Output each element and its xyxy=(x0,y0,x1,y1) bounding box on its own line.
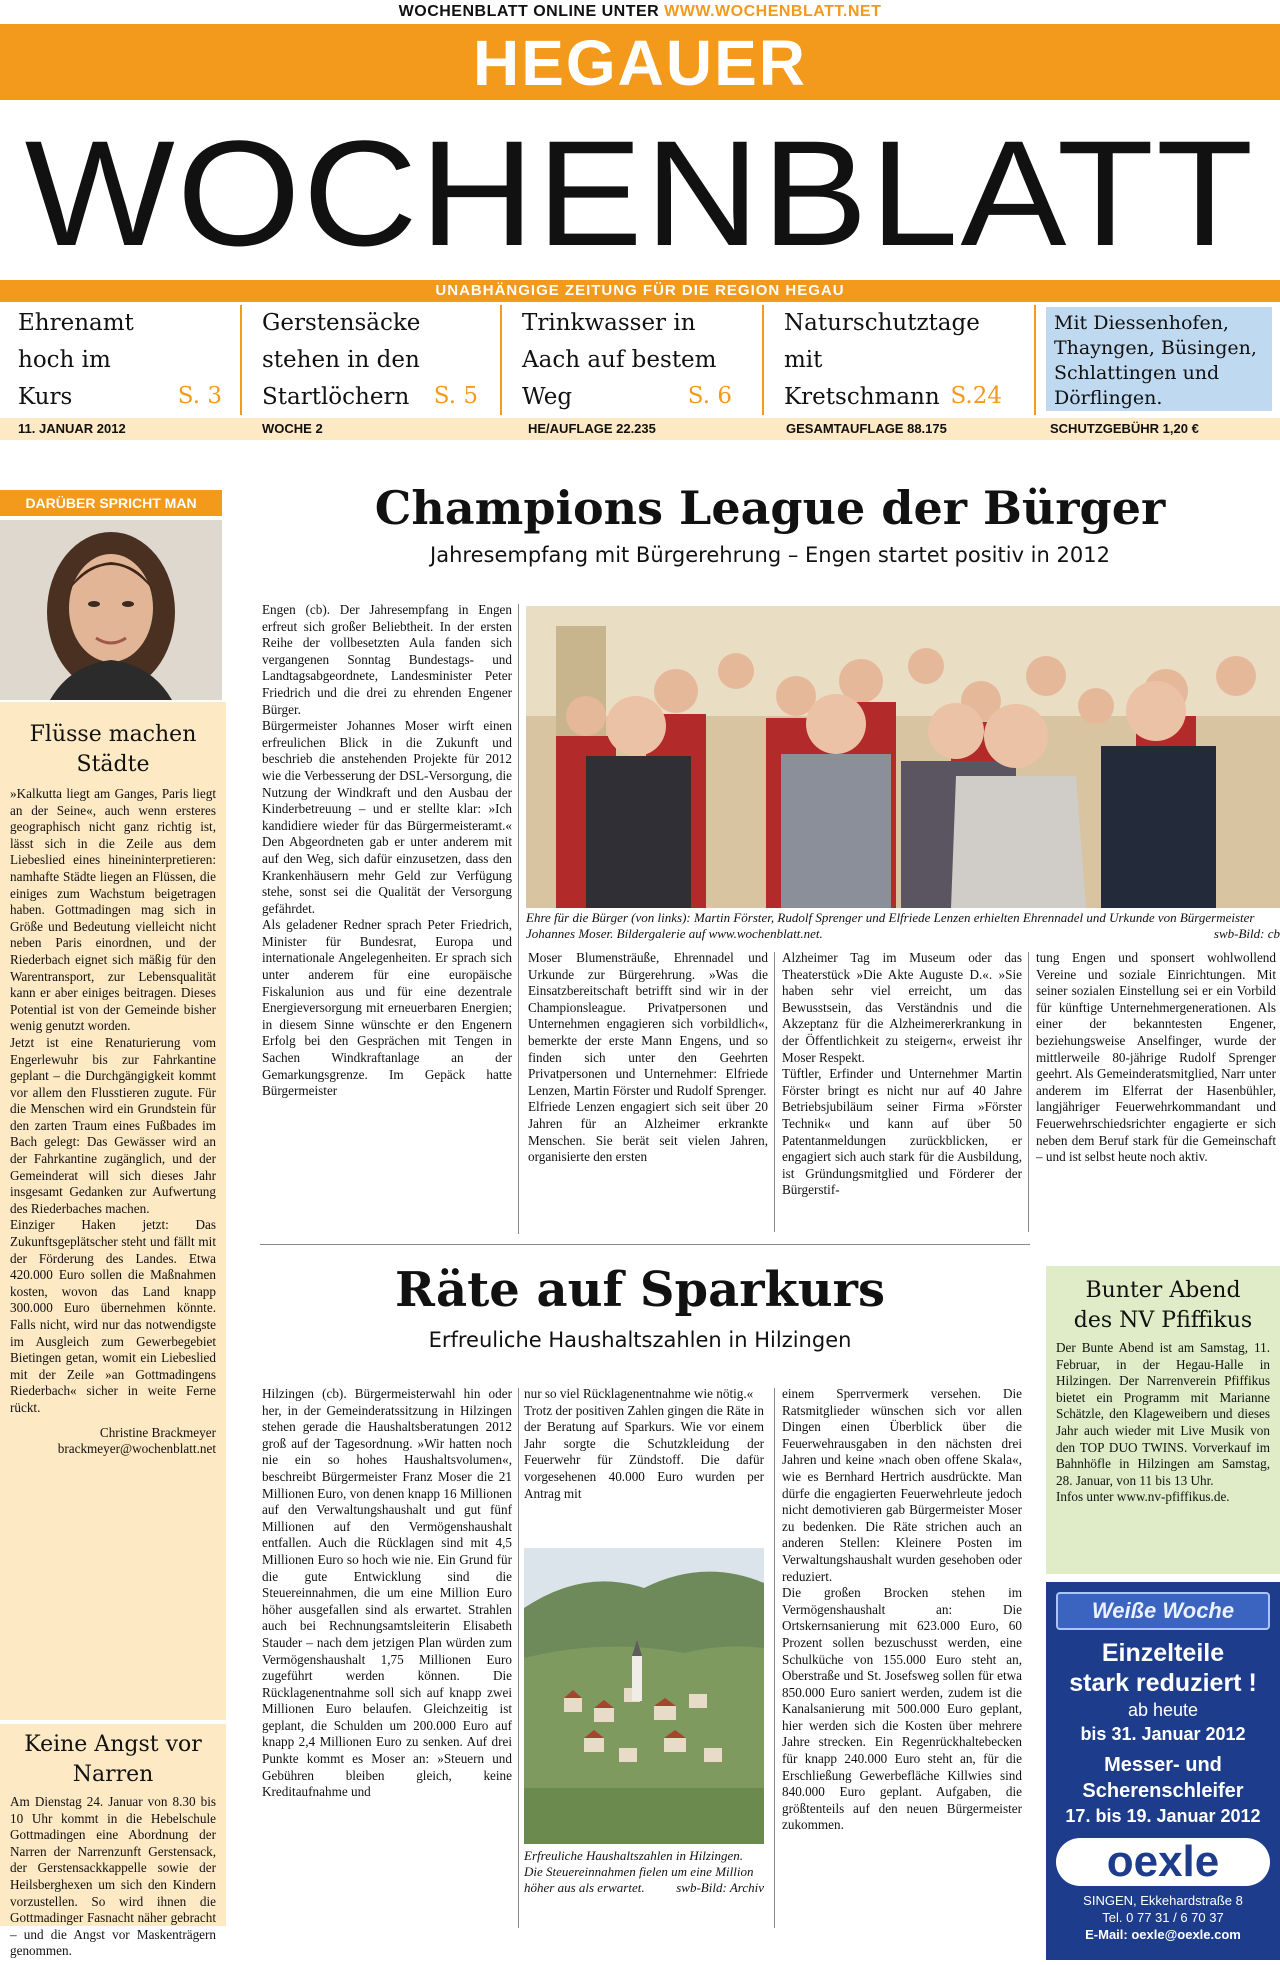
sidebar-paragraph: Jetzt ist eine Renaturierung vom Engerlewuhr bis zur Fahrkantine geplant – die Durchgängigkeit kommt vor allem den Flusstieren zugute. Für die Menschen wird ein Grundstein für den zarten Traum eines Fußbades im Bach gelegt: Das Gewässer wird an der Fahrkantine zugänglich, und der Gemeinderat will sich dieses Jahr insgesamt Gedanken zur Aufwertung des Riederbaches machen. xyxy=(10,1034,216,1216)
issue-date: 11. JANUAR 2012 xyxy=(18,421,126,436)
sidebar-box2-text: Am Dienstag 24. Januar von 8.30 bis 10 Uhr kommt in die Hebelschule Gottmadingen eine Abordnung der Narren der Narrenzunft Gerstensack, der Gerstensackkappelle sowie der Heilsberghexen um sich den Kindern vorzustellen. So wird ihnen die Gottmadinger Fasnacht näher gebracht – und die Angst vor Maskenträgern genommen. xyxy=(10,1794,216,1959)
teaser-line: Startlöchern xyxy=(262,384,410,410)
ad-address: SINGEN, Ekkehardstraße 8 xyxy=(1083,1893,1243,1908)
teaser-line: Aach auf bestem xyxy=(522,347,717,373)
teaser-line: stehen in den xyxy=(262,347,420,373)
article1-headline: Champions League der Bürger xyxy=(374,481,1166,535)
portrait-image xyxy=(0,520,222,700)
teaser-ehrenamt[interactable] xyxy=(18,305,232,415)
issue-auflage: HE/AUFLAGE 22.235 xyxy=(528,421,656,436)
teaser-gerstensaecke[interactable] xyxy=(262,305,488,415)
article2-headline: Räte auf Sparkurs xyxy=(395,1262,885,1318)
article2-col3: einem Sperrvermerk versehen. Die Ratsmitglieder wünschen sich vor allen Dingen einen Überblick über die Feuerwehrausgaben in den nächsten drei Jahren und keine »nach oben offene Skala«, wie es Bernhard Hertrich ausdrückte. Man dürfe die engagierten Feuerwehrleute jedoch nicht demotivieren gab Bürgermeister Moser zu bedenken. Die Räte strichen auch an anderen Stellen: Kleinere Posten im Verwaltungshaushalt wurden gesehoben oder reduziert. Die großen Brocken stehen im Vermögenshaushalt an: Die Ortskernsanierung mit 623.000 Euro, 60 Prozent sollen bezuschusst werden, eine Schulküche von 155.000 Euro steht an, Oberstraße und St. Josefsweg sollen für etwa 850.000 Euro saniert werden, zudem ist die Kanalsanierung mit 500.000 Euro geplant, hier werden sich die Kosten über mehrere Jahre strecken. Ein Regenrückhaltebecken für knapp 240.000 Euro steht an, für die Erschließung Gewerbefläche Killwies sind 840.000 Euro geplant. Aufgaben, die größtenteils auf den neuen Bürgermeister zukommen. xyxy=(782,1386,1022,1833)
teaser-line: mit xyxy=(784,347,823,373)
village-photo-image xyxy=(524,1548,764,1844)
masthead-hegauer: HEGAUER xyxy=(472,27,808,99)
event-box-text xyxy=(1056,1340,1270,1506)
teaser-page: S.24 xyxy=(950,383,1002,409)
article2-subhead: Erfreuliche Haushaltszahlen in Hilzingen xyxy=(428,1328,852,1352)
teaser-line: hoch im xyxy=(18,347,111,373)
ad-line: ab heute xyxy=(1127,1700,1199,1720)
ad-line: Einzelteile xyxy=(1101,1639,1225,1667)
ad-phone: Tel. 0 77 31 / 6 70 37 xyxy=(1102,1910,1224,1925)
sidebar-title-line: Flüsse machen xyxy=(29,722,197,747)
sidebar-title-line: Keine Angst vor xyxy=(24,1732,202,1757)
column-rule xyxy=(518,604,519,1234)
article2-col2: nur so viel Rücklagenentnahme wie nötig.« Trotz der positiven Zahlen gingen die Räte in der Beratung auf Sparkurs. Wie vor einem Jahr sorgte die Schutzkleidung der Feuerwehr für Zündstoff. Die dafür vorgesehenen 40.000 Euro wurden per Antrag mit xyxy=(524,1386,764,1501)
article1-subhead: Jahresempfang mit Bürgerehrung – Engen startet positiv in 2012 xyxy=(430,543,1110,567)
sidebar-title-line: Städte xyxy=(76,752,150,777)
sidebar-author: Christine Brackmeyer xyxy=(99,1424,216,1440)
issue-info-bar xyxy=(0,418,1280,440)
photo-credit: swb-Bild: Archiv xyxy=(676,1880,764,1895)
sidebar-box2-title xyxy=(0,1730,226,1790)
column-rule xyxy=(774,1388,775,1928)
teaser-line: Gerstensäcke xyxy=(262,310,421,336)
event-title-line: Bunter Abend xyxy=(1085,1278,1241,1303)
article2-col1: Hilzingen (cb). Bürgermeisterwahl hin oder her, in der Gemeinderatssitzung in Hilzingen stehen gerade die Haushaltsberatungen 2012 groß auf der Tagesordnung. »Wir hatten noch nie ein so hohes Haushaltsvolumen«, beschreibt Bürgermeister Franz Moser die 21 Millionen Euro, von denen knapp 16 Millionen auf den Verwaltungshaushalt und gut fünf Millionen auf den Vermögenshaushalt entfallen. Auch die Rücklagen sind mit 4,5 Millionen Euro so hoch wie nie. Ein Grund für die gute Entwicklung sind die Steuereinnahmen, die um eine Million Euro höher ausgefallen sind als erwartet. Strahlen auch bei Rechnungsamtsleiterin Elisabeth Stauder – nach dem jetzigen Plan würden zum Vermögenshaushalt 1,75 Millionen Euro zugeführt werden können. Die Rücklagenentnahme soll sich auf knapp zwei Millionen Euro belaufen. Gleichzeitig ist geplant, die Schulden um 200.000 Euro auf knapp 2,4 Millionen Euro zu senken. Auf drei Punkte kommt es Moser an: »Steuern und Gebühren bleiben gleich, keine Kreditaufnahme und xyxy=(262,1386,512,1800)
caption-text: Erfreuliche Haushaltszahlen in Hilzingen. Die Steuereinnahmen fielen um eine Million höher aus als erwartet. xyxy=(524,1848,754,1895)
ad-line: Scherenschleifer xyxy=(1082,1780,1244,1802)
column-rule xyxy=(774,952,775,1232)
teaser-line: Weg xyxy=(522,384,573,410)
online-url-link[interactable]: WWW.WOCHENBLATT.NET xyxy=(664,3,882,20)
article1-col2: Moser Blumensträuße, Ehrennadel und Urkunde zur Bürgerehrung. »Was die Einsatzbereitschaft betrifft sind wir in der Championsleague. Privatpersonen und Unternehmen engagieren sich vorbildlich«, bemerkte der erste Mann Engens, und so finden sich unter den Geehrten Privatpersonen und Unternehmer: Elfriede Lenzen, Martin Förster und Rudolf Sprenger. Elfriede Lenzen engagiert sich seit über 20 Jahren für an Alzheimer erkrankte Menschen. Sie berät seit vielen Jahren, organisierte den ersten xyxy=(528,950,768,1165)
photo-credit: swb-Bild: cb xyxy=(1213,926,1280,941)
article1-photo xyxy=(526,606,1280,908)
teaser-line: Kurs xyxy=(18,384,73,410)
event-title-line: des NV Pfiffikus xyxy=(1073,1308,1253,1333)
sidebar-title xyxy=(0,720,226,780)
advertisement[interactable] xyxy=(1046,1582,1280,1960)
masthead-title: WOCHENBLATT xyxy=(24,109,1256,277)
article1-col4: tung Engen und sponsert wohlwollend Vereine und soziale Einrichtungen. Mit seiner sozialen Einstellung sei er ein Vorbild für künftige Unternehmergenerationen. Als einer der bekanntesten Engener, beziehungsweise Anselfinger, wurde der mittlerweile 80-jährige Rudolf Sprenger geehrt. Als Gemeinderatsmitglied, Narr unter anderem im Elferrat der Hasenbühler, langjähriger Feuerwehrkommandant und Feuerwehrschiedsrichter engagierte er sich neben dem Beruf stark für die Gemeinschaft – und ist selbst heute noch aktiv. xyxy=(1036,950,1276,1165)
sidebar-email-link[interactable]: brackmeyer@wochenblatt.net xyxy=(57,1441,216,1457)
sidebar-title-line: Narren xyxy=(72,1762,154,1787)
teaser-divider xyxy=(1034,305,1036,415)
article1-col1: Engen (cb). Der Jahresempfang in Engen erfreut sich großer Beliebtheit. In der ersten Reihe der vollbesetzten Aula fanden sich vergangenen Sonntag Bundestags- und Landtagsabgeordnete, Landesminister Peter Friedrich und die drei zu ehrenden Engener Bürger. Bürgermeister Johannes Moser wirft einen erfreulichen Blick in die Zukunft und beschrieb die anstehenden Projekte für 2012 wie die Verbesserung der DSL-Versorgung, die Nutzung der Windkraft und den Ausbau der Kinderbetreuung – und er stellte klar: »Ich kandidiere wieder für das Bürgermeisteramt.« Den Abgeordneten gab er unter anderem mit auf den Weg, sich dafür einzusetzen, dass den Krankenhäusern mehr Geld zur Verfügung stehe, sonst sei die Qualität der Versorgung gefährdet. Als geladener Redner sprach Peter Friedrich, Minister für Bundesrat, Europa und internationale Angelegenheiten. Er sprach sich unter anderem für eine europäische Fiskalunion aus und für eine dezentrale Energieversorgung mit erneuerbaren Energien; in diesem Sinne wünschte er den Engenern Erfolg bei den Gesprächen mit Tengen in Sachen Windkraftanlage an der Gemarkungsgrenze. Im Gepäck hatte Bürgermeister xyxy=(262,602,512,1099)
sidebar-column xyxy=(0,702,226,1959)
ad-line: stark reduziert ! xyxy=(1069,1669,1257,1697)
ad-email-link[interactable]: E-Mail: oexle@oexle.com xyxy=(1085,1927,1241,1942)
teaser-line: Ehrenamt xyxy=(18,310,134,336)
sidebar-paragraph: Einziger Haken jetzt: Das Zukunftsgeplätscher steht und fällt mit der Förderung des Landes. Etwa 420.000 Euro sollen die Maßnahmen kosten, wovon das Land knapp 300.000 Euro übernehmen könnte. Falls nicht, wird nur das notwendigste im Ausgleich zum Gewerbegebiet Bietingen getan, womit ein Liebeslied mit der Zeile »an Gottmadingens Riederbach« sicher in weite Ferne rückt. xyxy=(10,1217,216,1415)
teaser-divider xyxy=(240,305,242,415)
teaser-page: S. 3 xyxy=(177,383,222,409)
group-photo-image xyxy=(526,606,1280,908)
ad-text xyxy=(1046,1638,1280,1828)
teaser-line: Kretschmann xyxy=(784,384,940,410)
sidebar-header: DARÜBER SPRICHT MAN xyxy=(0,490,222,516)
teaser-page: S. 5 xyxy=(433,383,478,409)
teaser-page: S. 6 xyxy=(687,383,732,409)
section-rule xyxy=(260,1244,1030,1245)
ad-contact xyxy=(1046,1892,1280,1943)
region-line: Thayngen, Büsingen, xyxy=(1054,337,1257,359)
ad-banner: Weiße Woche xyxy=(1056,1592,1270,1630)
ad-line: bis 31. Januar 2012 xyxy=(1080,1724,1246,1744)
column-rule xyxy=(518,1388,519,1928)
sidebar-divider xyxy=(0,1720,226,1724)
teaser-divider xyxy=(500,305,502,415)
tagline: UNABHÄNGIGE ZEITUNG FÜR DIE REGION HEGAU xyxy=(435,282,845,299)
issue-fee: SCHUTZGEBÜHR 1,20 € xyxy=(1050,421,1199,436)
article1-caption xyxy=(526,910,1280,942)
sidebar-paragraph: »Kalkutta liegt am Ganges, Paris liegt an der Seine«, auch wenn ersteres geographisch nicht ganz richtig ist, lässt sich in die Zeile aus dem Liebeslied eines hineininterpretieren: namhafte Städte liegen an Flüssen, die einiges zum Wachstum beigetragen haben. Gottmadingen mag sich in Größe und Bedeutung vielleicht nicht neben Paris einordnen, und der Riederbach eignet sich mäßig für den Warentransport, zur Lebensqualität kann er aber einiges beitragen. Dieses Potential ist von der Gemeinde bisher wenig genutzt worden. xyxy=(10,786,216,1034)
online-prefix: WOCHENBLATT ONLINE UNTER xyxy=(398,3,660,20)
teaser-divider xyxy=(762,305,764,415)
teaser-line: Trinkwasser in xyxy=(522,310,696,336)
event-box-title xyxy=(1046,1276,1280,1336)
event-info-link[interactable]: Infos unter www.nv-pfiffikus.de. xyxy=(1056,1489,1230,1505)
online-notice xyxy=(0,0,1280,24)
sidebar-text xyxy=(10,786,216,1458)
teaser-line: Naturschutztage xyxy=(784,310,980,336)
issue-week: WOCHE 2 xyxy=(262,421,323,436)
teaser-trinkwasser[interactable] xyxy=(522,305,742,415)
article1-col3: Alzheimer Tag im Museum oder das Theaterstück »Die Akte Auguste D.«. »Sie haben sehr viel erreicht, um das Bewusstsein, das Verständnis und die Akzeptanz für die Alzheimererkrankung in der Öffentlichkeit zu steigern«, erweist ihr Moser Respekt. Tüftler, Erfinder und Unternehmer Martin Förster bringt es nicht nur auf 40 Jahre Betriebsjubiläum seiner Firma »Förster Technik« und kann auf über 50 Patentanmeldungen zurückblicken, er engagiert sich auch stark für die Ausbildung, ist Gründungsmitglied und Förderer der Bürgerstif- xyxy=(782,950,1022,1198)
ad-line: 17. bis 19. Januar 2012 xyxy=(1065,1806,1261,1826)
ad-line: Messer- und xyxy=(1104,1754,1222,1776)
region-line: Mit Diessenhofen, xyxy=(1054,312,1229,334)
author-portrait xyxy=(0,520,222,700)
article2-caption xyxy=(524,1848,764,1896)
issue-gesamtauflage: GESAMTAUFLAGE 88.175 xyxy=(786,421,947,436)
column-rule xyxy=(1028,952,1029,1232)
caption-text: Ehre für die Bürger (von links): Martin Förster, Rudolf Sprenger und Elfriede Lenzen erhielten Ehrennadel und Urkunde von Bürgermeister Johannes Moser. Bildergalerie auf www.wochenblatt.net. xyxy=(526,910,1255,941)
region-box xyxy=(1046,307,1272,411)
ad-logo: oexle xyxy=(1056,1838,1270,1886)
teaser-naturschutztage[interactable] xyxy=(784,305,1012,415)
event-box xyxy=(1046,1266,1280,1574)
region-line: Schlattingen und xyxy=(1054,362,1220,384)
article2-photo xyxy=(524,1548,764,1844)
region-line: Dörflingen. xyxy=(1054,387,1163,409)
event-text: Der Bunte Abend ist am Samstag, 11. Februar, in der Hegau-Halle in Hilzingen. Der Narrenverein Pfiffikus bietet ein Programm mit Marianne Schätzle, den Klageweibern und dieses Jahr auch wieder mit Live Musik von den TOP DUO TWINS. Vorverkauf im Bahnhöfle in Hilzingen am Samstag, 28. Januar, von 11 bis 13 Uhr. xyxy=(1056,1340,1270,1488)
